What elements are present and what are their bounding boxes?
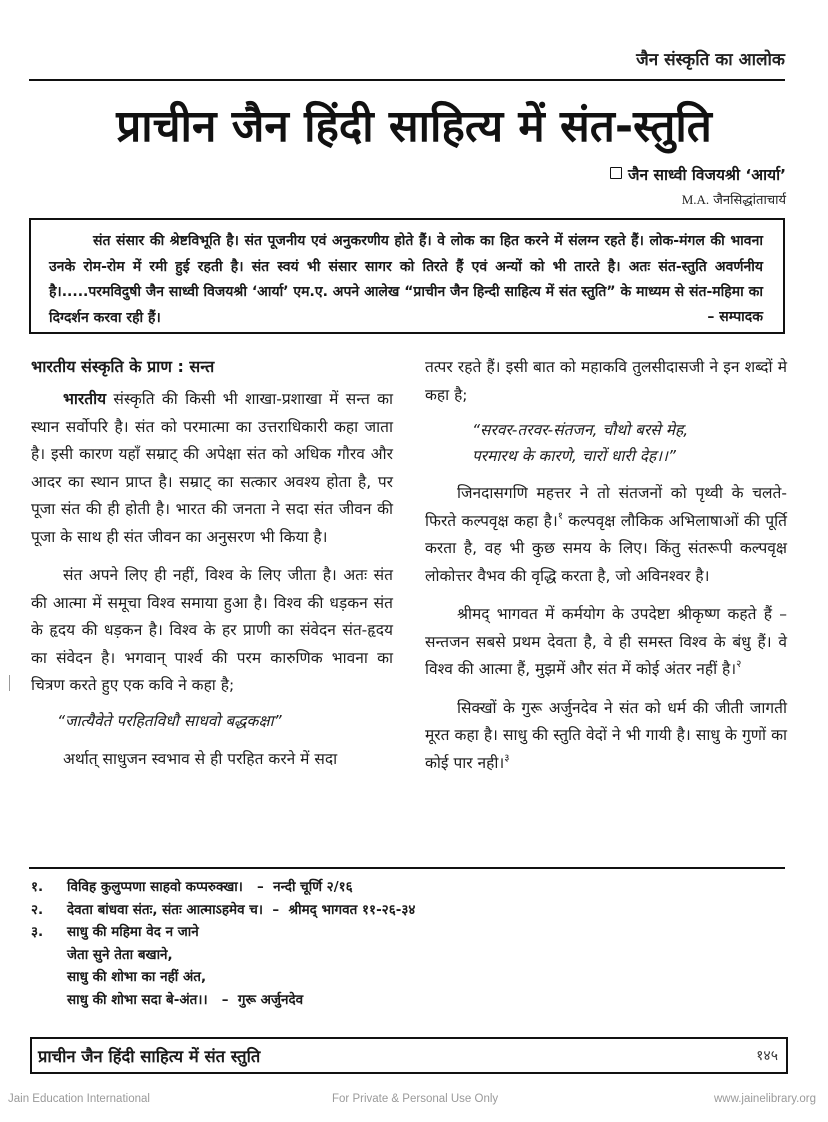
- footnote-item: २. देवता बांधवा संतः, संतः आत्माऽहमेव च। – श्रीमद् भागवत ११-२६-३४: [31, 901, 416, 918]
- article-title: प्राचीन जैन हिंदी साहित्य में संत-स्तुति: [116, 101, 712, 152]
- paragraph: श्रीमद् भागवत में कर्मयोग के उपदेष्टा श्रीकृष्ण कहते हैं – सन्तजन सबसे प्रथम देवता है, वे ही समस्त विश्व के बंधु हैं। वे विश्व की आत्मा हैं, मुझमें और संत में कोई अंतर नहीं है।$^२$: [425, 605, 787, 678]
- footnotes: [31, 876, 771, 1011]
- verse-quote: “जात्यैवेते परहितविधौ साधवो बद्धकक्षा”: [57, 711, 282, 730]
- footnote-rule: [29, 867, 785, 869]
- paragraph: जिनदासगणि महत्तर ने तो संतजनों को पृथ्वी के चलते-फिरते कल्पवृक्ष कहा है।$^१$ कल्पवृक्ष लौकिक अभिलाषाओं की पूर्ति करता है, वह भी कुछ समय के लिए। किंतु संतरूपी कल्पवृक्ष लोकोत्तर वैभव की वृद्धि करता है, जो अविनश्वर है।: [425, 484, 788, 585]
- editor-note-text: संत संसार की श्रेष्टविभूति है। संत पूजनीय एवं अनुकरणीय होते हैं। वे लोक का हित करने में संलग्न रहते हैं। लोक-मंगल की भावना उनके रोम-रोम में रमी हुई रहती है। संत स्वयं भी संसार सागर को तिरते हैं एवं अन्यों को भी तारते है। अतः संत-स्तुति अवर्णनीय है।.....परमविदुषी जैन साध्वी विजयश्री ‘आर्या’ एम.ए. अपने आलेख “प्राचीन जैन हिन्दी साहित्य में संत स्तुति” के माध्यम से संत-महिमा का दिग्दर्शन करवा रही हैं।: [49, 233, 763, 326]
- paragraph: संत अपने लिए ही नहीं, विश्व के लिए जीता है। अतः संत की आत्मा में समूचा विश्व समाया हुआ है। विश्व की धड़कन संत के हृदय की धड़कन है। विश्व के हर प्राणी का संवेदन संत-हृदय का संवेदन है। भगवान् पार्श्व की परम कारुणिक भावना का चित्रण करते हुए एक कवि ने कहा है;: [31, 566, 393, 694]
- footnote-verse-line: साधु की शोभा का नहीं अंत,: [67, 969, 207, 985]
- watermark-url[interactable]: www.jainelibrary.org: [713, 1093, 816, 1105]
- running-head: जैन संस्कृति का आलोक: [636, 50, 785, 70]
- header-rule: [29, 79, 785, 81]
- paragraph: भारतीय संस्कृति की किसी भी शाखा-प्रशाखा में सन्त का स्थान सर्वोपरि है। संत को परमात्मा का उत्तराधिकारी कहा जाता है। इसी कारण यहाँ सम्राट् की अपेक्षा संत को अधिक गौरव और आदर का स्थान प्राप्त है। सम्राट् का सत्कार अवश्य होता है, पर पूजा संत की ही होती है। भारत की जनता ने सदा संत जीवन की पूजा के साथ ही संत जीवन का अनुसरण भी किया है।: [31, 390, 393, 546]
- checkbox-bullet-icon: [610, 167, 622, 179]
- paragraph: सिक्खों के गुरू अर्जुनदेव ने संत को धर्म की जीती जागती मूरत कहा है। साधु की स्तुति वेदों ने भी गायी है। साधु के गुणों का कोई पार नही।$^३$: [425, 698, 787, 772]
- paragraph: अर्थात् साधुजन स्वभाव से ही परहित करने में सदा: [63, 750, 338, 768]
- section-heading: भारतीय संस्कृति के प्राण : सन्त: [31, 357, 215, 376]
- author-name: जैन साध्वी विजयश्री ‘आर्या’: [628, 166, 786, 184]
- footnote-item: १. विविह कुलुप्पणा साहवो कप्परुक्खा। – नन्दी चूर्णि २/१६: [31, 879, 353, 895]
- footnote-ref[interactable]: ३: [504, 752, 510, 764]
- watermark-publisher: Jain Education International: [8, 1093, 150, 1105]
- footnote-ref[interactable]: २: [736, 659, 742, 670]
- watermark-usage: For Private & Personal Use Only: [332, 1093, 499, 1105]
- footnote-verse-line: जेता सुने तेता बखाने,: [67, 946, 173, 963]
- left-column: [31, 354, 393, 774]
- author-qualification: [682, 190, 786, 208]
- page-number: १४५: [756, 1048, 778, 1064]
- footnote-ref[interactable]: १: [557, 510, 563, 522]
- qualification-latin: M.A.: [681, 192, 710, 207]
- paragraph: तत्पर रहते हैं। इसी बात को महाकवि तुलसीदासजी ने इन शब्दों मे कहा है;: [425, 358, 787, 404]
- footer-title: प्राचीन जैन हिंदी साहित्य में संत स्तुति: [38, 1047, 261, 1066]
- qualification-hindi: जैनसिद्धांताचार्य: [713, 193, 786, 208]
- editor-signature: – सम्पादक: [707, 309, 763, 325]
- margin-mark: [9, 675, 10, 691]
- footnote-item: ३. साधु की महिमा वेद न जाने: [31, 924, 199, 940]
- author-byline: [610, 163, 786, 185]
- right-column: [425, 354, 787, 777]
- page-footer: [30, 1037, 788, 1074]
- verse-quote: “सरवर-तरवर-संतजन, चौथो बरसे मेह, परमारथ के कारणे, चारों धारी देह।।”: [472, 421, 689, 465]
- footnote-verse-line: साधु की शोभा सदा बे-अंत।। – गुरू अर्जुनदेव: [67, 991, 304, 1008]
- editor-note-box: [29, 218, 785, 334]
